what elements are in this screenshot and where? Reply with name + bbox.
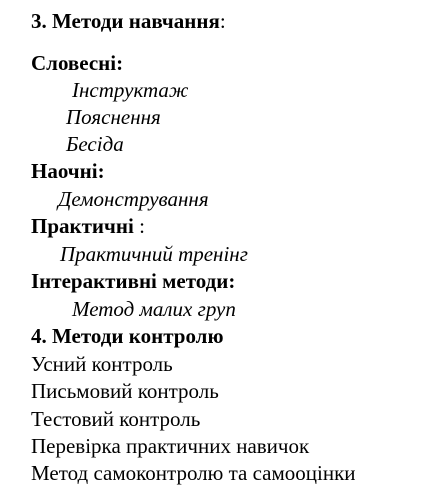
verbal-method-item: Бесіда xyxy=(66,132,124,156)
visual-method-item: Демонстрування xyxy=(58,187,209,211)
practical-method-item: Практичний тренінг xyxy=(60,242,248,266)
practical-methods-heading-line xyxy=(31,213,145,240)
control-method-item: Перевірка практичних навичок xyxy=(31,434,310,458)
visual-methods-heading: Наочні: xyxy=(31,159,105,183)
verbal-methods-heading: Словесні: xyxy=(31,51,124,75)
control-method-item: Усний контроль xyxy=(31,352,173,376)
section-3-heading xyxy=(31,8,226,35)
practical-methods-heading: Практичні xyxy=(31,214,134,238)
section-3-colon: : xyxy=(219,9,226,33)
interactive-methods-heading: Інтерактивні методи: xyxy=(31,269,236,293)
control-method-item: Тестовий контроль xyxy=(31,407,201,431)
section-4-title: 4. Методи контролю xyxy=(31,324,224,348)
control-method-item: Письмовий контроль xyxy=(31,379,219,403)
section-3-title: 3. Методи навчання xyxy=(31,9,220,33)
verbal-method-item: Пояснення xyxy=(66,105,161,129)
interactive-method-item: Метод малих груп xyxy=(72,297,236,321)
verbal-method-item: Інструктаж xyxy=(72,78,189,102)
control-method-item: Метод самоконтролю та самооцінки xyxy=(31,461,356,485)
practical-colon: : xyxy=(133,214,145,238)
